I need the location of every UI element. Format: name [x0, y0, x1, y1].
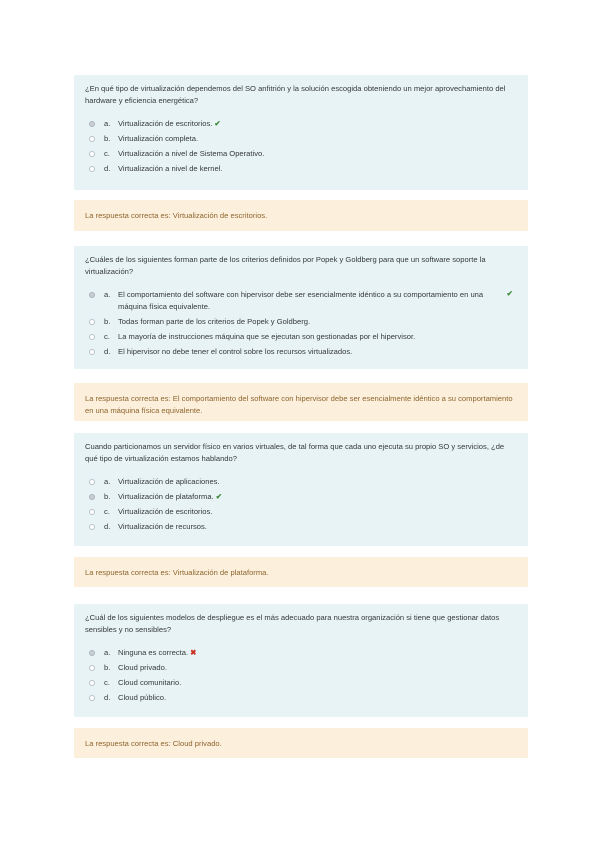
radio-icon[interactable]: [89, 166, 95, 172]
radio-selected-icon[interactable]: [89, 121, 95, 127]
radio-icon[interactable]: [89, 524, 95, 530]
question-4-feedback: La respuesta correcta es: Cloud privado.: [74, 728, 528, 758]
question-3-text: Cuando particionamos un servidor físico en varios virtuales, de tal forma que cada uno ejecuta su propio SO y servicios, ¿de qué tipo de virtualización estamos hablando?: [85, 442, 505, 463]
question-1-option-c[interactable]: c. Virtualización a nivel de Sistema Operativo.: [85, 148, 517, 163]
question-2-option-a[interactable]: a. El comportamiento del software con hipervisor debe ser esencialmente idéntico a su comportamiento en una máquina física equivalente. ✔: [85, 289, 517, 316]
question-4: [74, 604, 528, 717]
radio-icon[interactable]: [89, 680, 95, 686]
radio-selected-icon[interactable]: [89, 650, 95, 656]
question-4-option-b[interactable]: b. Cloud privado.: [85, 662, 517, 677]
radio-icon[interactable]: [89, 136, 95, 142]
radio-icon[interactable]: [89, 319, 95, 325]
question-1-option-b[interactable]: b. Virtualización completa.: [85, 133, 517, 148]
question-1-answers: [85, 118, 517, 178]
question-3-option-a[interactable]: a. Virtualización de aplicaciones.: [85, 476, 517, 491]
correct-check-icon: ✔: [215, 492, 223, 501]
radio-icon[interactable]: [89, 349, 95, 355]
question-3-option-b[interactable]: b. Virtualización de plataforma. ✔: [85, 491, 517, 506]
incorrect-cross-icon: ✖: [190, 648, 197, 657]
question-2-answers: [85, 289, 517, 361]
correct-check-icon: ✔: [214, 119, 221, 128]
question-3-option-c[interactable]: c. Virtualización de escritorios.: [85, 506, 517, 521]
radio-selected-icon[interactable]: [89, 292, 95, 298]
question-2: [74, 246, 528, 369]
question-2-option-d[interactable]: d. El hipervisor no debe tener el control sobre los recursos virtualizados.: [85, 346, 517, 361]
question-4-option-a[interactable]: a. Ninguna es correcta. ✖: [85, 647, 517, 662]
question-2-text: ¿Cuáles de los siguientes forman parte de los criterios definidos por Popek y Goldberg para que un software soporte la virtualización?: [85, 255, 486, 276]
radio-selected-icon[interactable]: [89, 494, 95, 500]
question-3-answers: [85, 476, 517, 536]
radio-icon[interactable]: [89, 695, 95, 701]
question-4-text: ¿Cuál de los siguientes modelos de despliegue es el más adecuado para nuestra organización si tiene que gestionar datos sensibles y no sensibles?: [85, 613, 500, 634]
question-3: [74, 433, 528, 546]
radio-icon[interactable]: [89, 151, 95, 157]
radio-icon[interactable]: [89, 509, 95, 515]
question-3-option-d[interactable]: d. Virtualización de recursos.: [85, 521, 517, 536]
question-4-option-d[interactable]: d. Cloud público.: [85, 692, 517, 707]
question-2-option-c[interactable]: c. La mayoría de instrucciones máquina que se ejecutan son gestionadas por el hipervisor.: [85, 331, 517, 346]
question-4-answers: [85, 647, 517, 707]
question-1-text: ¿En qué tipo de virtualización dependemos del SO anfitrión y la solución escogida obteniendo un mejor aprovechamiento del hardware y eficiencia energética?: [85, 84, 506, 105]
radio-icon[interactable]: [89, 479, 95, 485]
question-1-feedback: La respuesta correcta es: Virtualización de escritorios.: [74, 200, 528, 231]
question-1: [74, 75, 528, 190]
question-3-feedback: La respuesta correcta es: Virtualización de plataforma.: [74, 557, 528, 587]
question-4-option-c[interactable]: c. Cloud comunitario.: [85, 677, 517, 692]
question-1-option-a[interactable]: a. Virtualización de escritorios. ✔: [85, 118, 517, 133]
question-2-option-b[interactable]: b. Todas forman parte de los criterios de Popek y Goldberg.: [85, 316, 517, 331]
question-1-option-d[interactable]: d. Virtualización a nivel de kernel.: [85, 163, 517, 178]
correct-check-icon: ✔: [506, 289, 513, 298]
question-2-feedback: La respuesta correcta es: El comportamiento del software con hipervisor debe ser esencialmente idéntico a su comportamiento en una máquina física equivalente.: [74, 383, 528, 421]
radio-icon[interactable]: [89, 334, 95, 340]
radio-icon[interactable]: [89, 665, 95, 671]
